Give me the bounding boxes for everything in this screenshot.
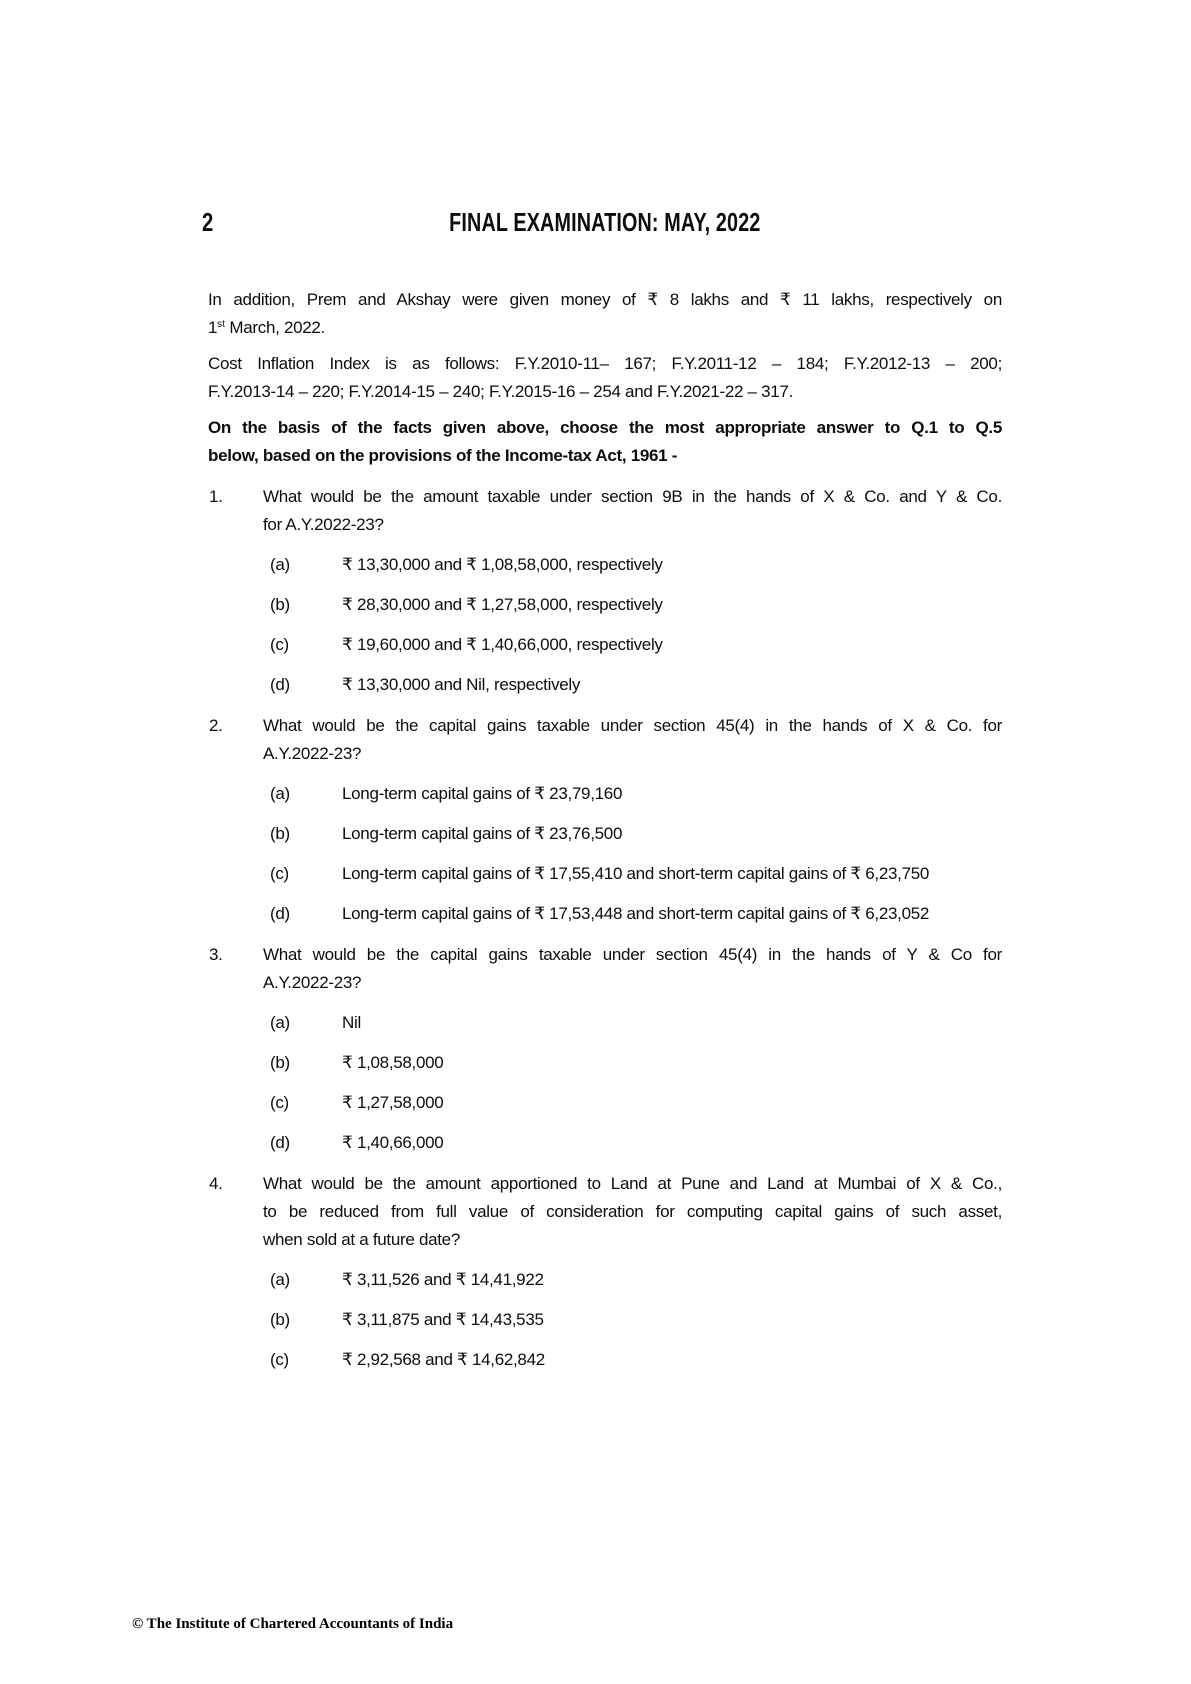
option-row [270, 631, 1002, 659]
option-text: ₹ 2,92,568 and ₹ 14,62,842 [342, 1350, 545, 1369]
option-row [270, 1346, 1002, 1374]
date-suffix: March, 2022. [224, 318, 325, 337]
paragraph-line: Cost Inflation Index is as follows: F.Y.2010-11– 167; F.Y.2011-12 – 184; F.Y.2012-13 – 200; [208, 354, 1002, 373]
question-text [263, 483, 1002, 539]
question-2 [208, 712, 1002, 928]
title-wrap [208, 206, 1002, 243]
option-text: Long-term capital gains of ₹ 17,55,410 and short-term capital gains of ₹ 6,23,750 [342, 864, 930, 883]
option-label: (c) [270, 1093, 289, 1112]
paragraph-line: On the basis of the facts given above, choose the most appropriate answer to Q.1 to Q.5 [208, 418, 1002, 437]
option-label: (c) [270, 635, 289, 654]
paragraph-line [208, 314, 1002, 342]
option-label: (d) [270, 904, 290, 923]
option-row [270, 551, 1002, 579]
option-row [270, 780, 1002, 808]
option-label: (a) [270, 784, 290, 803]
option-text: ₹ 28,30,000 and ₹ 1,27,58,000, respectively [342, 595, 663, 614]
option-row [270, 900, 1002, 928]
question-text [263, 941, 1002, 997]
option-label: (c) [270, 864, 289, 883]
question-number: 2. [209, 716, 223, 735]
question-number: 1. [209, 487, 223, 506]
question-4 [208, 1170, 1002, 1374]
intro-paragraph-1 [208, 286, 1002, 342]
option-label: (a) [270, 555, 290, 574]
instruction-paragraph [208, 414, 1002, 470]
option-text: ₹ 1,08,58,000 [342, 1053, 444, 1072]
option-text: ₹ 19,60,000 and ₹ 1,40,66,000, respectively [342, 635, 663, 654]
option-label: (c) [270, 1350, 289, 1369]
option-row [270, 1009, 1002, 1037]
question-3 [208, 941, 1002, 1157]
paragraph-line: F.Y.2013-14 – 220; F.Y.2014-15 – 240; F.Y.2015-16 – 254 and F.Y.2021-22 – 317. [208, 382, 794, 401]
option-row [270, 591, 1002, 619]
question-line: when sold at a future date? [263, 1230, 460, 1249]
option-text: ₹ 1,27,58,000 [342, 1093, 444, 1112]
copyright-notice: © The Institute of Chartered Accountants of India [132, 1616, 454, 1632]
options-list [270, 551, 1002, 699]
option-row [270, 671, 1002, 699]
question-line: A.Y.2022-23? [263, 744, 362, 763]
option-row [270, 1049, 1002, 1077]
option-label: (a) [270, 1270, 290, 1289]
option-text: ₹ 13,30,000 and ₹ 1,08,58,000, respectively [342, 555, 663, 574]
question-line: to be reduced from full value of consideration for computing capital gains of such asset, [263, 1202, 1002, 1221]
options-list [270, 1009, 1002, 1157]
option-text: Long-term capital gains of ₹ 23,79,160 [342, 784, 623, 803]
question-line: What would be the amount taxable under section 9B in the hands of X & Co. and Y & Co. [263, 487, 1002, 506]
intro-paragraph-2 [208, 350, 1002, 406]
question-text [263, 1170, 1002, 1254]
option-label: (b) [270, 595, 290, 614]
option-text: Long-term capital gains of ₹ 17,53,448 and short-term capital gains of ₹ 6,23,052 [342, 904, 930, 923]
option-text: Nil [342, 1013, 361, 1032]
options-list [270, 1266, 1002, 1374]
page-body [208, 286, 1002, 1374]
question-1 [208, 483, 1002, 699]
paragraph-line: below, based on the provisions of the Income-tax Act, 1961 - [208, 446, 678, 465]
option-row [270, 1089, 1002, 1117]
page-number: 2 [202, 207, 214, 237]
option-row [270, 1266, 1002, 1294]
options-list [270, 780, 1002, 928]
option-label: (d) [270, 675, 290, 694]
option-label: (b) [270, 824, 290, 843]
question-line: What would be the amount apportioned to Land at Pune and Land at Mumbai of X & Co., [263, 1174, 1002, 1193]
option-text: ₹ 3,11,526 and ₹ 14,41,922 [342, 1270, 544, 1289]
paragraph-line: In addition, Prem and Akshay were given money of ₹ 8 lakhs and ₹ 11 lakhs, respectively on [208, 290, 1002, 309]
option-label: (b) [270, 1053, 290, 1072]
page-header [202, 206, 1002, 238]
question-text [263, 712, 1002, 768]
option-row [270, 1306, 1002, 1334]
date-prefix: 1 [208, 318, 218, 337]
option-row [270, 1129, 1002, 1157]
question-line: What would be the capital gains taxable under section 45(4) in the hands of Y & Co for [263, 945, 1002, 964]
option-label: (d) [270, 1133, 290, 1152]
option-label: (a) [270, 1013, 290, 1032]
question-line: A.Y.2022-23? [263, 973, 362, 992]
question-line: for A.Y.2022-23? [263, 515, 384, 534]
question-number: 4. [209, 1174, 223, 1193]
option-text: Long-term capital gains of ₹ 23,76,500 [342, 824, 623, 843]
option-label: (b) [270, 1310, 290, 1329]
ordinal-superscript: st [217, 319, 225, 330]
exam-title: FINAL EXAMINATION: MAY, 2022 [449, 207, 761, 237]
option-row [270, 860, 1002, 888]
option-text: ₹ 1,40,66,000 [342, 1133, 444, 1152]
option-text: ₹ 13,30,000 and Nil, respectively [342, 675, 581, 694]
question-line: What would be the capital gains taxable under section 45(4) in the hands of X & Co. for [263, 716, 1002, 735]
question-number: 3. [209, 945, 223, 964]
option-text: ₹ 3,11,875 and ₹ 14,43,535 [342, 1310, 544, 1329]
option-row [270, 820, 1002, 848]
